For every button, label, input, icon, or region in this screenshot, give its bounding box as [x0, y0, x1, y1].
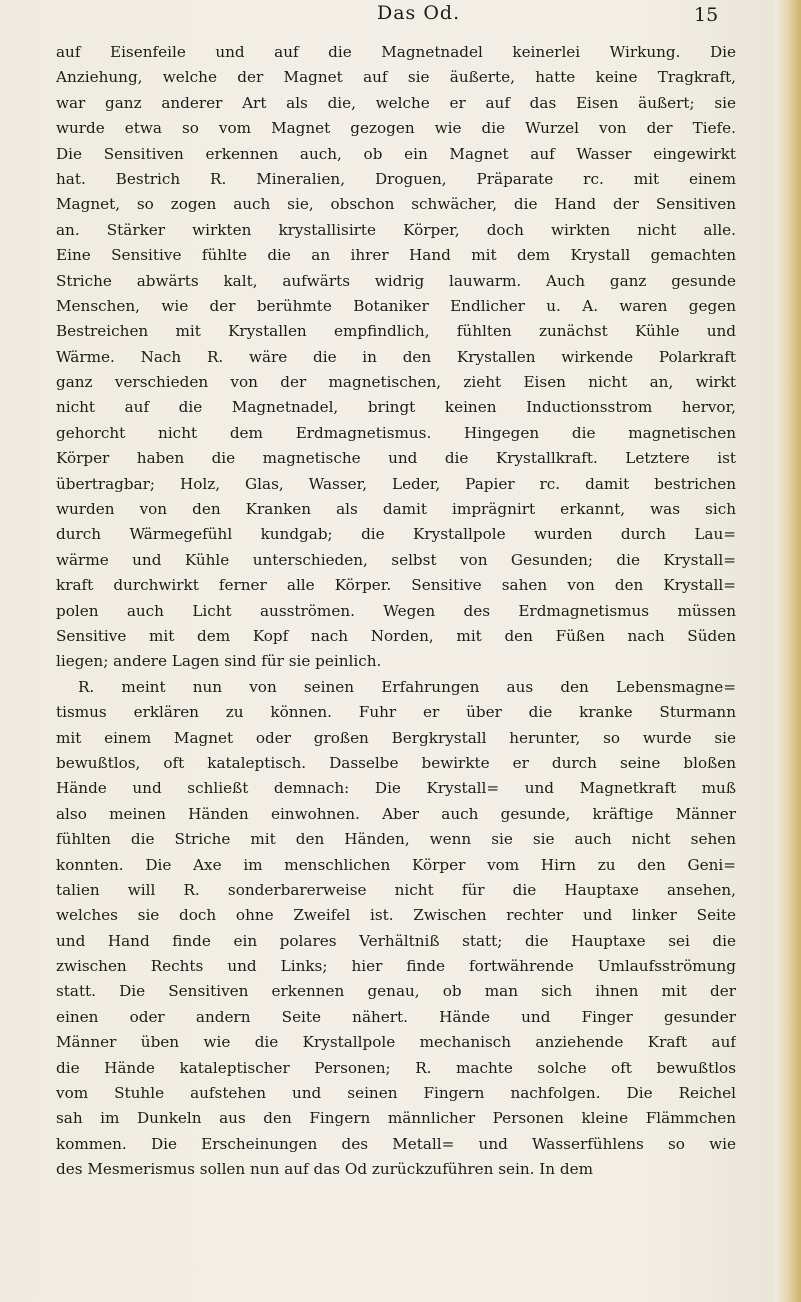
text-line: wurde etwa so vom Magnet gezogen wie die Wurzel von der Tiefe.	[56, 119, 736, 138]
page-number: 15	[694, 4, 719, 26]
text-line: Magnet, so zogen auch sie, obschon schwächer, die Hand der Sensitiven	[56, 195, 736, 214]
text-line: gehorcht nicht dem Erdmagnetismus. Hingegen die magnetischen	[56, 423, 736, 442]
text-line: nicht auf die Magnetnadel, bringt keinen Inductionsstrom hervor,	[56, 398, 736, 417]
text-line: Wärme. Nach R. wäre die in den Krystallen wirkende Polarkraft	[56, 347, 736, 366]
text-line: Hände und schließt demnach: Die Krystall= und Magnetkraft muß	[56, 779, 736, 798]
text-line: zwischen Rechts und Links; hier finde fortwährende Umlaufsströmung	[56, 957, 736, 976]
running-title: Das Od.	[377, 2, 461, 24]
text-line: Die Sensitiven erkennen auch, ob ein Magnet auf Wasser eingewirkt	[56, 144, 736, 163]
page-edge	[775, 0, 801, 1302]
text-line: statt. Die Sensitiven erkennen genau, ob man sich ihnen mit der	[56, 982, 736, 1001]
text-line: Körper haben die magnetische und die Krystallkraft. Letztere ist	[56, 449, 736, 468]
text-line: Eine Sensitive fühlte die an ihrer Hand mit dem Krystall gemachten	[56, 246, 736, 265]
text-line: fühlten die Striche mit den Händen, wenn sie sie auch nicht sehen	[56, 830, 736, 849]
text-line: Bestreichen mit Krystallen empfindlich, fühlten zunächst Kühle und	[56, 322, 736, 341]
text-line: des Mesmerismus sollen nun auf das Od zurückzuführen sein. In dem	[56, 1160, 594, 1179]
text-line: die Hände kataleptischer Personen; R. machte solche oft bewußtlos	[56, 1058, 736, 1077]
text-line: polen auch Licht ausströmen. Wegen des Erdmagnetismus müssen	[56, 601, 736, 620]
text-line: auf Eisenfeile und auf die Magnetnadel keinerlei Wirkung. Die	[56, 43, 736, 61]
text-line: Anziehung, welche der Magnet auf sie äußerte, hatte keine Tragkraft,	[56, 68, 736, 87]
text-line: konnten. Die Axe im menschlichen Körper vom Hirn zu den Geni=	[56, 855, 736, 874]
text-line: liegen; andere Lagen sind für sie peinlich.	[56, 652, 382, 671]
text-line: Sensitive mit dem Kopf nach Norden, mit den Füßen nach Süden	[56, 626, 736, 645]
text-line: vom Stuhle aufstehen und seinen Fingern nachfolgen. Die Reichel	[56, 1084, 736, 1103]
text-line: war ganz anderer Art als die, welche er auf das Eisen äußert; sie	[56, 93, 736, 112]
text-line: talien will R. sonderbarerweise nicht für die Hauptaxe ansehen,	[56, 880, 736, 899]
text-line: übertragbar; Holz, Glas, Wasser, Leder, Papier rc. damit bestrichen	[56, 474, 736, 493]
text-line: mit einem Magnet oder großen Bergkrystall herunter, so wurde sie	[56, 728, 736, 747]
text-line: R. meint nun von seinen Erfahrungen aus den Lebensmagne=	[78, 677, 736, 696]
text-line: und Hand finde ein polares Verhältniß statt; die Hauptaxe sei die	[56, 931, 736, 950]
text-line: bewußtlos, oft kataleptisch. Dasselbe bewirkte er durch seine bloßen	[56, 753, 736, 772]
text-line: sah im Dunkeln aus den Fingern männlicher Personen kleine Flämmchen	[56, 1109, 736, 1128]
text-line: welches sie doch ohne Zweifel ist. Zwischen rechter und linker Seite	[56, 906, 736, 925]
text-line: kraft durchwirkt ferner alle Körper. Sensitive sahen von den Krystall=	[56, 576, 736, 595]
text-line: hat. Bestrich R. Mineralien, Droguen, Präparate rc. mit einem	[56, 169, 736, 188]
text-line: an. Stärker wirkten krystallisirte Körper, doch wirkten nicht alle.	[56, 220, 736, 239]
text-line: wurden von den Kranken als damit imprägnirt erkannt, was sich	[56, 500, 736, 519]
text-line: Menschen, wie der berühmte Botaniker Endlicher u. A. waren gegen	[56, 296, 736, 315]
text-line: kommen. Die Erscheinungen des Metall= und Wasserfühlens so wie	[56, 1134, 736, 1153]
text-line: Männer üben wie die Krystallpole mechanisch anziehende Kraft auf	[56, 1033, 736, 1052]
text-line: durch Wärmegefühl kundgab; die Krystallpole wurden durch Lau=	[56, 525, 736, 544]
text-line: Striche abwärts kalt, aufwärts widrig lauwarm. Auch ganz gesunde	[56, 271, 736, 290]
text-line: also meinen Händen einwohnen. Aber auch gesunde, kräftige Männer	[56, 804, 736, 823]
text-line: tismus erklären zu können. Fuhr er über die kranke Sturmann	[56, 703, 736, 722]
body-text	[56, 40, 736, 1183]
text-line: wärme und Kühle unterschieden, selbst von Gesunden; die Krystall=	[56, 550, 736, 569]
text-line: ganz verschieden von der magnetischen, zieht Eisen nicht an, wirkt	[56, 373, 736, 392]
page-header	[0, 2, 801, 42]
text-line: einen oder andern Seite nähert. Hände und Finger gesunder	[56, 1007, 736, 1026]
